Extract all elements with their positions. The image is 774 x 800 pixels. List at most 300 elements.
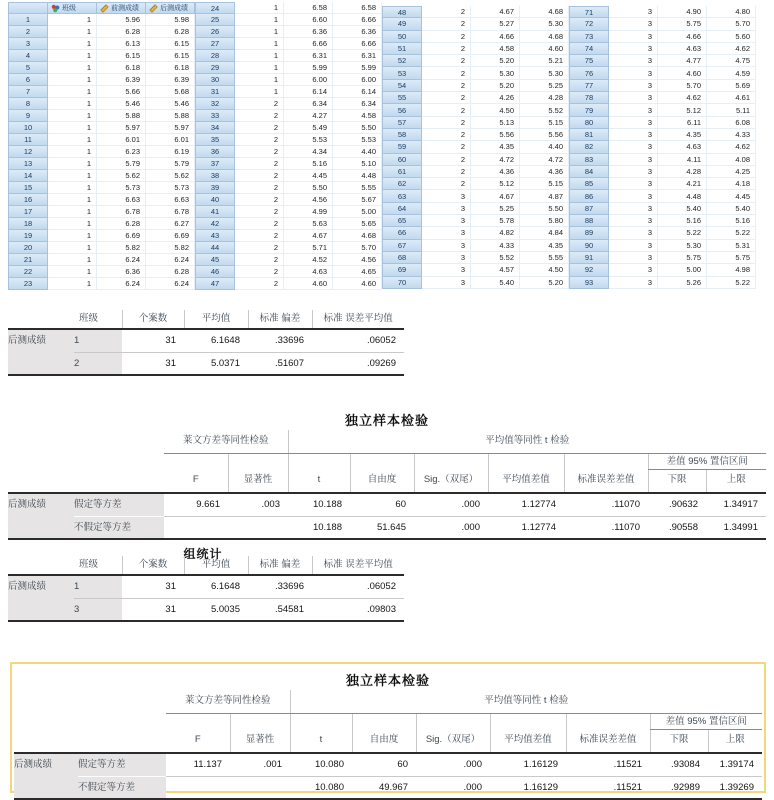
row-number-cell[interactable]: 32	[195, 98, 235, 110]
posttest-cell[interactable]: 5.15	[520, 117, 569, 129]
row-number-cell[interactable]: 87	[569, 203, 609, 215]
row-number-cell[interactable]: 29	[195, 62, 235, 74]
row-number-cell[interactable]: 39	[195, 182, 235, 194]
class-cell[interactable]: 1	[48, 218, 97, 230]
row-number-cell[interactable]: 82	[569, 141, 609, 153]
pretest-cell[interactable]: 4.82	[471, 227, 520, 239]
pretest-cell[interactable]: 4.56	[284, 194, 333, 206]
posttest-cell[interactable]: 4.28	[520, 92, 569, 104]
corner-header-cell[interactable]	[8, 2, 48, 14]
class-cell[interactable]: 1	[48, 230, 97, 242]
row-number-cell[interactable]: 80	[569, 117, 609, 129]
class-cell[interactable]: 1	[48, 110, 97, 122]
pretest-cell[interactable]: 6.39	[97, 74, 146, 86]
pretest-cell[interactable]: 6.13	[97, 38, 146, 50]
class-cell[interactable]: 1	[48, 278, 97, 290]
row-number-cell[interactable]: 78	[569, 92, 609, 104]
pretest-cell[interactable]: 4.67	[471, 6, 520, 18]
class-cell[interactable]: 3	[609, 252, 658, 264]
pretest-cell[interactable]: 6.14	[284, 86, 333, 98]
row-number-cell[interactable]: 45	[195, 254, 235, 266]
row-number-cell[interactable]: 64	[382, 203, 422, 215]
posttest-cell[interactable]: 4.08	[707, 154, 756, 166]
pretest-cell[interactable]: 5.53	[284, 134, 333, 146]
posttest-cell[interactable]: 5.00	[333, 206, 382, 218]
class-cell[interactable]: 1	[48, 98, 97, 110]
class-cell[interactable]: 2	[422, 31, 471, 43]
class-cell[interactable]: 2	[235, 110, 284, 122]
row-number-cell[interactable]: 8	[8, 98, 48, 110]
posttest-cell[interactable]: 6.01	[146, 134, 195, 146]
posttest-cell[interactable]: 4.62	[707, 43, 756, 55]
pretest-cell[interactable]: 5.99	[284, 62, 333, 74]
pretest-cell[interactable]: 5.75	[658, 252, 707, 264]
row-number-cell[interactable]: 25	[195, 14, 235, 26]
posttest-cell[interactable]: 5.31	[707, 240, 756, 252]
row-number-cell[interactable]: 21	[8, 254, 48, 266]
row-number-cell[interactable]: 3	[8, 38, 48, 50]
class-cell[interactable]: 2	[235, 242, 284, 254]
pretest-cell[interactable]: 4.35	[658, 129, 707, 141]
pretest-cell[interactable]: 4.48	[658, 190, 707, 202]
row-number-cell[interactable]: 57	[382, 117, 422, 129]
row-number-cell[interactable]: 72	[569, 18, 609, 30]
class-cell[interactable]: 3	[422, 227, 471, 239]
posttest-cell[interactable]: 6.39	[146, 74, 195, 86]
row-number-cell[interactable]: 42	[195, 218, 235, 230]
row-number-cell[interactable]: 60	[382, 154, 422, 166]
class-cell[interactable]: 2	[422, 141, 471, 153]
posttest-cell[interactable]: 5.99	[333, 62, 382, 74]
pretest-cell[interactable]: 5.96	[97, 14, 146, 26]
posttest-cell[interactable]: 5.11	[707, 104, 756, 116]
row-number-cell[interactable]: 18	[8, 218, 48, 230]
row-number-cell[interactable]: 9	[8, 110, 48, 122]
row-number-cell[interactable]: 20	[8, 242, 48, 254]
class-cell[interactable]: 1	[48, 122, 97, 134]
row-number-cell[interactable]: 92	[569, 264, 609, 276]
class-cell[interactable]: 1	[235, 2, 284, 14]
posttest-cell[interactable]: 5.21	[520, 55, 569, 67]
posttest-cell[interactable]: 5.25	[520, 80, 569, 92]
row-number-cell[interactable]: 56	[382, 104, 422, 116]
row-number-cell[interactable]: 16	[8, 194, 48, 206]
class-cell[interactable]: 2	[235, 134, 284, 146]
class-cell[interactable]: 2	[422, 67, 471, 79]
row-number-cell[interactable]: 54	[382, 80, 422, 92]
row-number-cell[interactable]: 7	[8, 86, 48, 98]
row-number-cell[interactable]: 2	[8, 26, 48, 38]
pretest-cell[interactable]: 5.25	[471, 203, 520, 215]
row-number-cell[interactable]: 63	[382, 190, 422, 202]
row-number-cell[interactable]: 48	[382, 6, 422, 18]
pretest-cell[interactable]: 5.70	[658, 80, 707, 92]
pretest-cell[interactable]: 5.30	[658, 240, 707, 252]
posttest-cell[interactable]: 4.18	[707, 178, 756, 190]
class-cell[interactable]: 2	[235, 278, 284, 290]
class-cell[interactable]: 1	[48, 134, 97, 146]
row-number-cell[interactable]: 91	[569, 252, 609, 264]
class-cell[interactable]: 2	[235, 218, 284, 230]
pretest-cell[interactable]: 5.82	[97, 242, 146, 254]
posttest-cell[interactable]: 5.68	[146, 86, 195, 98]
class-cell[interactable]: 1	[48, 206, 97, 218]
class-cell[interactable]: 3	[422, 277, 471, 289]
posttest-cell[interactable]: 4.35	[520, 240, 569, 252]
pretest-cell[interactable]: 6.78	[97, 206, 146, 218]
posttest-cell[interactable]: 5.62	[146, 170, 195, 182]
class-cell[interactable]: 3	[609, 227, 658, 239]
class-cell[interactable]: 2	[235, 146, 284, 158]
posttest-cell[interactable]: 6.28	[146, 266, 195, 278]
pretest-cell[interactable]: 6.60	[284, 14, 333, 26]
class-cell[interactable]: 2	[422, 178, 471, 190]
class-cell[interactable]: 2	[422, 43, 471, 55]
row-number-cell[interactable]: 46	[195, 266, 235, 278]
class-cell[interactable]: 2	[235, 122, 284, 134]
class-cell[interactable]: 3	[609, 31, 658, 43]
posttest-cell[interactable]: 5.97	[146, 122, 195, 134]
pretest-cell[interactable]: 5.78	[471, 215, 520, 227]
row-number-cell[interactable]: 79	[569, 104, 609, 116]
posttest-cell[interactable]: 4.60	[333, 278, 382, 290]
row-number-cell[interactable]: 41	[195, 206, 235, 218]
row-number-cell[interactable]: 10	[8, 122, 48, 134]
row-number-cell[interactable]: 26	[195, 26, 235, 38]
row-number-cell[interactable]: 58	[382, 129, 422, 141]
row-number-cell[interactable]: 85	[569, 178, 609, 190]
pretest-cell[interactable]: 5.50	[284, 182, 333, 194]
posttest-cell[interactable]: 5.53	[333, 134, 382, 146]
row-number-cell[interactable]: 76	[569, 67, 609, 79]
pretest-cell[interactable]: 4.45	[284, 170, 333, 182]
class-cell[interactable]: 3	[609, 18, 658, 30]
class-cell[interactable]: 3	[609, 240, 658, 252]
pretest-cell[interactable]: 4.77	[658, 55, 707, 67]
class-cell[interactable]: 3	[609, 43, 658, 55]
posttest-cell[interactable]: 5.79	[146, 158, 195, 170]
class-cell[interactable]: 2	[422, 166, 471, 178]
posttest-cell[interactable]: 4.68	[520, 31, 569, 43]
pretest-cell[interactable]: 5.56	[471, 129, 520, 141]
posttest-cell[interactable]: 5.70	[333, 242, 382, 254]
class-cell[interactable]: 2	[235, 230, 284, 242]
class-cell[interactable]: 3	[609, 178, 658, 190]
row-number-cell[interactable]: 22	[8, 266, 48, 278]
posttest-cell[interactable]: 6.58	[333, 2, 382, 14]
row-number-cell[interactable]: 15	[8, 182, 48, 194]
pretest-cell[interactable]: 4.11	[658, 154, 707, 166]
pretest-cell[interactable]: 5.46	[97, 98, 146, 110]
posttest-cell[interactable]: 4.61	[707, 92, 756, 104]
pretest-cell[interactable]: 6.66	[284, 38, 333, 50]
row-number-cell[interactable]: 37	[195, 158, 235, 170]
pretest-cell[interactable]: 4.90	[658, 6, 707, 18]
pretest-cell[interactable]: 4.57	[471, 264, 520, 276]
class-cell[interactable]: 3	[422, 203, 471, 215]
class-cell[interactable]: 1	[48, 50, 97, 62]
class-cell[interactable]: 3	[609, 141, 658, 153]
row-number-cell[interactable]: 86	[569, 190, 609, 202]
posttest-cell[interactable]: 4.68	[520, 6, 569, 18]
row-number-cell[interactable]: 59	[382, 141, 422, 153]
pretest-cell[interactable]: 5.79	[97, 158, 146, 170]
class-cell[interactable]: 1	[48, 86, 97, 98]
pretest-cell[interactable]: 5.52	[471, 252, 520, 264]
row-number-cell[interactable]: 1	[8, 14, 48, 26]
pretest-cell[interactable]: 4.58	[471, 43, 520, 55]
pretest-cell[interactable]: 5.63	[284, 218, 333, 230]
class-cell[interactable]: 3	[609, 6, 658, 18]
posttest-cell[interactable]: 5.30	[520, 67, 569, 79]
pretest-cell[interactable]: 6.69	[97, 230, 146, 242]
posttest-cell[interactable]: 4.75	[707, 55, 756, 67]
posttest-cell[interactable]: 6.34	[333, 98, 382, 110]
posttest-cell[interactable]: 5.10	[333, 158, 382, 170]
posttest-cell[interactable]: 6.24	[146, 278, 195, 290]
class-cell[interactable]: 3	[609, 55, 658, 67]
class-cell[interactable]: 3	[609, 277, 658, 289]
class-cell[interactable]: 3	[609, 166, 658, 178]
class-cell[interactable]: 1	[48, 254, 97, 266]
class-cell[interactable]: 3	[609, 117, 658, 129]
class-cell[interactable]: 3	[422, 240, 471, 252]
posttest-cell[interactable]: 4.65	[333, 266, 382, 278]
row-number-cell[interactable]: 35	[195, 134, 235, 146]
row-number-cell[interactable]: 74	[569, 43, 609, 55]
posttest-cell[interactable]: 6.66	[333, 14, 382, 26]
row-number-cell[interactable]: 83	[569, 154, 609, 166]
pretest-cell[interactable]: 6.34	[284, 98, 333, 110]
posttest-cell[interactable]: 4.48	[333, 170, 382, 182]
row-number-cell[interactable]: 66	[382, 227, 422, 239]
pretest-cell[interactable]: 6.11	[658, 117, 707, 129]
class-cell[interactable]: 2	[422, 18, 471, 30]
posttest-cell[interactable]: 5.73	[146, 182, 195, 194]
class-cell[interactable]: 1	[48, 158, 97, 170]
class-cell[interactable]: 2	[235, 98, 284, 110]
posttest-cell[interactable]: 4.80	[707, 6, 756, 18]
pretest-cell[interactable]: 5.20	[471, 80, 520, 92]
row-number-cell[interactable]: 50	[382, 31, 422, 43]
posttest-cell[interactable]: 6.15	[146, 50, 195, 62]
posttest-cell[interactable]: 4.62	[707, 141, 756, 153]
class-cell[interactable]: 3	[609, 129, 658, 141]
posttest-cell[interactable]: 6.24	[146, 254, 195, 266]
class-cell[interactable]: 2	[235, 254, 284, 266]
pretest-cell[interactable]: 4.34	[284, 146, 333, 158]
pretest-cell[interactable]: 4.50	[471, 104, 520, 116]
row-number-cell[interactable]: 93	[569, 277, 609, 289]
class-cell[interactable]: 1	[48, 170, 97, 182]
pretest-cell[interactable]: 5.66	[97, 86, 146, 98]
posttest-cell[interactable]: 4.59	[707, 67, 756, 79]
posttest-cell[interactable]: 6.00	[333, 74, 382, 86]
row-number-cell[interactable]: 24	[195, 2, 235, 14]
posttest-cell[interactable]: 5.70	[707, 18, 756, 30]
posttest-cell[interactable]: 4.33	[707, 129, 756, 141]
row-number-cell[interactable]: 69	[382, 264, 422, 276]
posttest-cell[interactable]: 5.50	[333, 122, 382, 134]
class-cell[interactable]: 1	[48, 266, 97, 278]
column-header-pretest[interactable]: 前测成绩	[97, 2, 146, 14]
posttest-cell[interactable]: 4.98	[707, 264, 756, 276]
pretest-cell[interactable]: 6.24	[97, 254, 146, 266]
row-number-cell[interactable]: 75	[569, 55, 609, 67]
pretest-cell[interactable]: 5.73	[97, 182, 146, 194]
pretest-cell[interactable]: 4.67	[284, 230, 333, 242]
class-cell[interactable]: 1	[48, 182, 97, 194]
class-cell[interactable]: 2	[235, 170, 284, 182]
row-number-cell[interactable]: 5	[8, 62, 48, 74]
posttest-cell[interactable]: 5.22	[707, 227, 756, 239]
posttest-cell[interactable]: 6.69	[146, 230, 195, 242]
class-cell[interactable]: 2	[422, 92, 471, 104]
pretest-cell[interactable]: 5.40	[471, 277, 520, 289]
pretest-cell[interactable]: 6.15	[97, 50, 146, 62]
pretest-cell[interactable]: 6.36	[97, 266, 146, 278]
pretest-cell[interactable]: 4.72	[471, 154, 520, 166]
row-number-cell[interactable]: 53	[382, 67, 422, 79]
row-number-cell[interactable]: 27	[195, 38, 235, 50]
posttest-cell[interactable]: 5.22	[707, 277, 756, 289]
posttest-cell[interactable]: 5.55	[520, 252, 569, 264]
class-cell[interactable]: 2	[235, 194, 284, 206]
posttest-cell[interactable]: 5.40	[707, 203, 756, 215]
class-cell[interactable]: 1	[48, 74, 97, 86]
pretest-cell[interactable]: 6.63	[97, 194, 146, 206]
posttest-cell[interactable]: 6.28	[146, 26, 195, 38]
pretest-cell[interactable]: 5.00	[658, 264, 707, 276]
row-number-cell[interactable]: 61	[382, 166, 422, 178]
class-cell[interactable]: 2	[422, 129, 471, 141]
posttest-cell[interactable]: 5.46	[146, 98, 195, 110]
class-cell[interactable]: 3	[422, 215, 471, 227]
pretest-cell[interactable]: 5.75	[658, 18, 707, 30]
posttest-cell[interactable]: 4.50	[520, 264, 569, 276]
class-cell[interactable]: 1	[235, 50, 284, 62]
posttest-cell[interactable]: 5.80	[520, 215, 569, 227]
row-number-cell[interactable]: 19	[8, 230, 48, 242]
pretest-cell[interactable]: 5.71	[284, 242, 333, 254]
row-number-cell[interactable]: 23	[8, 278, 48, 290]
class-cell[interactable]: 1	[48, 26, 97, 38]
class-cell[interactable]: 1	[235, 86, 284, 98]
row-number-cell[interactable]: 11	[8, 134, 48, 146]
row-number-cell[interactable]: 77	[569, 80, 609, 92]
posttest-cell[interactable]: 5.56	[520, 129, 569, 141]
class-cell[interactable]: 2	[235, 266, 284, 278]
row-number-cell[interactable]: 81	[569, 129, 609, 141]
class-cell[interactable]: 3	[609, 154, 658, 166]
posttest-cell[interactable]: 5.50	[520, 203, 569, 215]
posttest-cell[interactable]: 4.56	[333, 254, 382, 266]
class-cell[interactable]: 2	[422, 154, 471, 166]
class-cell[interactable]: 3	[609, 215, 658, 227]
pretest-cell[interactable]: 5.97	[97, 122, 146, 134]
row-number-cell[interactable]: 71	[569, 6, 609, 18]
pretest-cell[interactable]: 5.12	[658, 104, 707, 116]
pretest-cell[interactable]: 4.60	[284, 278, 333, 290]
row-number-cell[interactable]: 88	[569, 215, 609, 227]
class-cell[interactable]: 1	[48, 242, 97, 254]
posttest-cell[interactable]: 5.98	[146, 14, 195, 26]
pretest-cell[interactable]: 4.60	[658, 67, 707, 79]
posttest-cell[interactable]: 5.30	[520, 18, 569, 30]
row-number-cell[interactable]: 67	[382, 240, 422, 252]
posttest-cell[interactable]: 6.31	[333, 50, 382, 62]
pretest-cell[interactable]: 4.35	[471, 141, 520, 153]
posttest-cell[interactable]: 4.40	[333, 146, 382, 158]
pretest-cell[interactable]: 5.16	[658, 215, 707, 227]
posttest-cell[interactable]: 4.68	[333, 230, 382, 242]
pretest-cell[interactable]: 4.52	[284, 254, 333, 266]
posttest-cell[interactable]: 4.45	[707, 190, 756, 202]
posttest-cell[interactable]: 5.52	[520, 104, 569, 116]
row-number-cell[interactable]: 89	[569, 227, 609, 239]
pretest-cell[interactable]: 6.31	[284, 50, 333, 62]
class-cell[interactable]: 1	[235, 38, 284, 50]
class-cell[interactable]: 1	[235, 62, 284, 74]
row-number-cell[interactable]: 70	[382, 277, 422, 289]
row-number-cell[interactable]: 38	[195, 170, 235, 182]
pretest-cell[interactable]: 4.33	[471, 240, 520, 252]
class-cell[interactable]: 3	[609, 67, 658, 79]
row-number-cell[interactable]: 90	[569, 240, 609, 252]
posttest-cell[interactable]: 6.66	[333, 38, 382, 50]
posttest-cell[interactable]: 4.25	[707, 166, 756, 178]
class-cell[interactable]: 1	[48, 146, 97, 158]
row-number-cell[interactable]: 33	[195, 110, 235, 122]
class-cell[interactable]: 3	[609, 203, 658, 215]
class-cell[interactable]: 1	[48, 38, 97, 50]
pretest-cell[interactable]: 5.30	[471, 67, 520, 79]
column-header-class[interactable]: 班级	[48, 2, 97, 14]
pretest-cell[interactable]: 6.18	[97, 62, 146, 74]
posttest-cell[interactable]: 5.65	[333, 218, 382, 230]
pretest-cell[interactable]: 4.63	[284, 266, 333, 278]
posttest-cell[interactable]: 5.60	[707, 31, 756, 43]
class-cell[interactable]: 3	[609, 190, 658, 202]
class-cell[interactable]: 2	[235, 206, 284, 218]
pretest-cell[interactable]: 6.23	[97, 146, 146, 158]
class-cell[interactable]: 2	[422, 117, 471, 129]
row-number-cell[interactable]: 52	[382, 55, 422, 67]
pretest-cell[interactable]: 5.16	[284, 158, 333, 170]
pretest-cell[interactable]: 4.62	[658, 92, 707, 104]
row-number-cell[interactable]: 65	[382, 215, 422, 227]
class-cell[interactable]: 2	[235, 158, 284, 170]
class-cell[interactable]: 2	[422, 6, 471, 18]
posttest-cell[interactable]: 5.75	[707, 252, 756, 264]
posttest-cell[interactable]: 5.55	[333, 182, 382, 194]
row-number-cell[interactable]: 84	[569, 166, 609, 178]
row-number-cell[interactable]: 36	[195, 146, 235, 158]
posttest-cell[interactable]: 5.69	[707, 80, 756, 92]
pretest-cell[interactable]: 4.26	[471, 92, 520, 104]
class-cell[interactable]: 1	[48, 14, 97, 26]
pretest-cell[interactable]: 5.22	[658, 227, 707, 239]
pretest-cell[interactable]: 4.63	[658, 43, 707, 55]
posttest-cell[interactable]: 5.15	[520, 178, 569, 190]
row-number-cell[interactable]: 30	[195, 74, 235, 86]
row-number-cell[interactable]: 62	[382, 178, 422, 190]
row-number-cell[interactable]: 44	[195, 242, 235, 254]
row-number-cell[interactable]: 14	[8, 170, 48, 182]
class-cell[interactable]: 3	[609, 80, 658, 92]
row-number-cell[interactable]: 17	[8, 206, 48, 218]
pretest-cell[interactable]: 4.27	[284, 110, 333, 122]
